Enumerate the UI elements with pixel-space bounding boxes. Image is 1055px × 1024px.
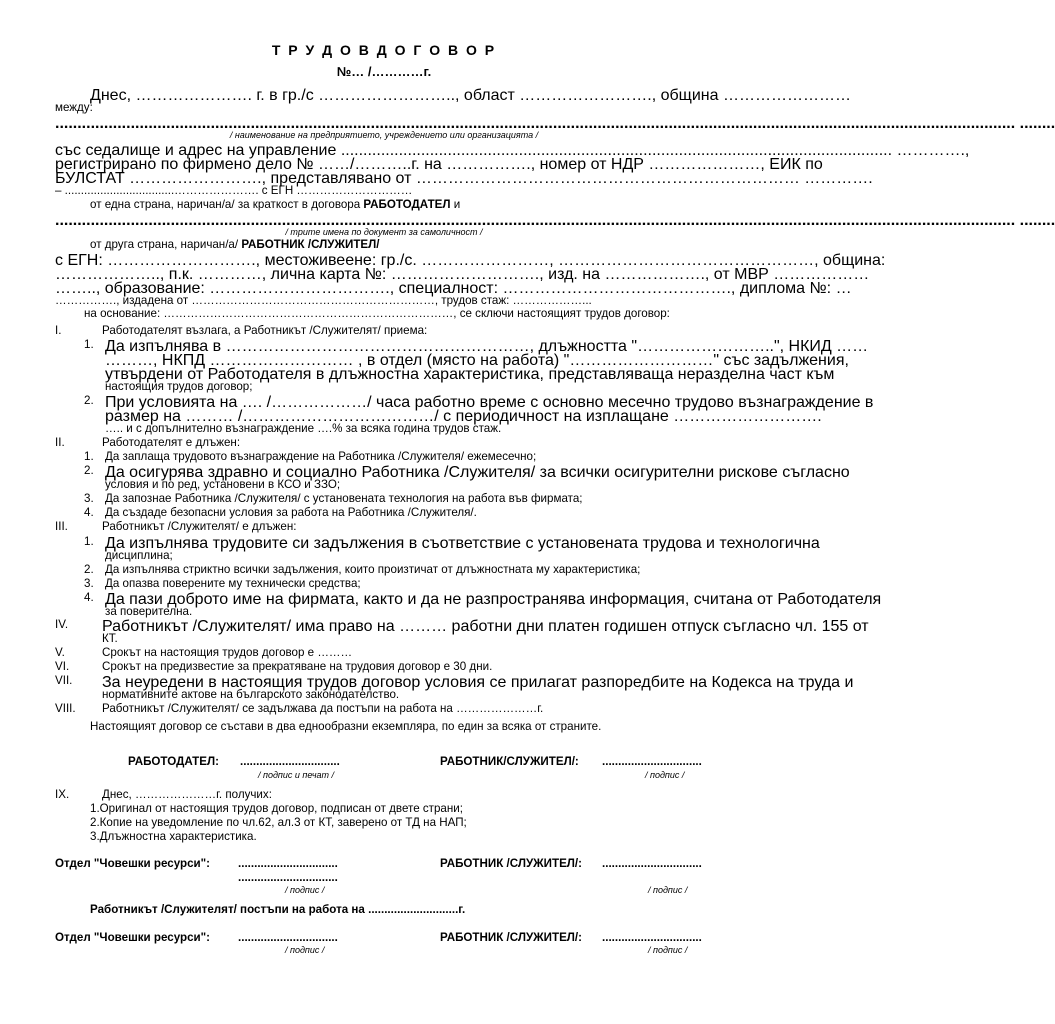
basis-line: на основание: …………………………………………………………………, се сключи настоящият трудов договор: (84, 307, 670, 320)
section-2-number: II. (55, 436, 65, 449)
employer-name-caption: / наименование на предприятието, учреждението или организацията / (229, 130, 539, 140)
worker-egn-line: с ЕГН: ………………………., местоживеене: гр./с. ……………………, …………………………………………, община: (55, 252, 886, 269)
section-9-received-line: Днес, …………………г. получих: (102, 788, 272, 801)
section-1-number: I. (55, 324, 62, 337)
section-8-text: Работникът /Служителят/ се задължава да постъпи на работа на …………………г. (102, 702, 544, 715)
section-2-item-3-number: 3. (84, 492, 94, 505)
section-1-item-2-line-b: размер на ……… /………………………………/ с периодичност на изплащане ………………………. (105, 408, 822, 425)
section-3-item-2: Да изпълнява стриктно всички задължения, които произтичат от длъжностната му характеристика; (105, 563, 641, 576)
section-1-item-1-number: 1. (84, 338, 94, 351)
section-1-item-1-line-c: утвърдени от Работодателя в длъжностна характеристика, представляваща неразделна част към (105, 366, 835, 383)
section-8-number: VIII. (55, 702, 76, 715)
section-5-text: Срокът на настоящия трудов договор е ……… (102, 646, 353, 659)
hr-signature-line-2: ............................... (238, 871, 338, 884)
section-1-item-1-line-d: настоящия трудов договор; (105, 380, 253, 393)
worker-role-line: от друга страна, наричан/а/ РАБОТНИК /СЛУЖИТЕЛ/ (90, 238, 380, 251)
section-1-heading: Работодателят възлага, а Работникът /Служителят/ приема: (102, 324, 428, 337)
section-3-item-4-line-a: Да пази доброто име на фирмата, както и да не разпространява информация, считана от Работодателя (105, 591, 882, 608)
worker-signature-line-2: ............................... (602, 857, 702, 870)
section-6-text: Срокът на предизвестие за прекратяване на трудовия договор е 30 дни. (102, 660, 493, 673)
hr-signature-label: Отдел "Човешки ресурси": (55, 857, 211, 870)
registration-line: регистрирано по фирмено дело № ……/………..г. на ……………., номер от НДР …………………, ЕИК по (55, 156, 823, 173)
worker-signature-caption-2: / подпис / (648, 885, 688, 895)
worker-education-line: …….., образование: ……………………………., специалност: ……………………………………., диплома №: … (55, 280, 852, 297)
hr-signature-label-3: Отдел "Човешки ресурси": (55, 931, 211, 944)
section-2-heading: Работодателят е длъжен: (102, 436, 241, 449)
worker-signature-label: РАБОТНИК/СЛУЖИТЕЛ/: (440, 755, 579, 768)
section-9-number: IX. (55, 788, 70, 801)
section-9-item-2: 2.Копие на уведомление по чл.62, ал.3 от КТ, заверено от ТД на НАП; (90, 816, 467, 829)
bulstat-line: БУЛСТАТ ……………………., представлявано от ……………………………………………………………… …………. (55, 170, 873, 187)
worker-signature-caption-3: / подпис / (648, 945, 688, 955)
worker-id-line: ……………….., п.к. …………, лична карта №: ………………………., изд. на ………………., от МВР ……………… (55, 266, 870, 283)
section-3-heading: Работникът /Служителят/ е длъжен: (102, 520, 297, 533)
worker-signature-line-3: ............................... (602, 931, 702, 944)
section-2-item-2-line-a: Да осигурява здравно и социално Работника /Служителя/ за всички осигурителни рискове съгласно (105, 464, 850, 481)
hr-signature-caption: / подпис / (285, 885, 325, 895)
section-1-item-2-line-a: При условията на …. /………………/ часа работно време с основно месечно трудово възнаграждение в (105, 394, 874, 411)
section-3-item-4-number: 4. (84, 591, 94, 604)
employer-signature-line: ............................... (240, 755, 340, 768)
employer-signature-caption: / подпис и печат / (258, 770, 335, 780)
section-1-item-1-line-a: Да изпълнява в …………………………………………………, длъжността "……………………..", НКИД …… (105, 338, 869, 355)
employer-role-line: от една страна, наричан/а/ за краткост в договора РАБОТОДАТЕЛ и (90, 198, 461, 211)
worker-signature-label-2: РАБОТНИК /СЛУЖИТЕЛ/: (440, 857, 583, 870)
section-2-item-1-number: 1. (84, 450, 94, 463)
section-7-line-b: нормативните актове на българското законодателство. (102, 688, 400, 701)
section-6-number: VI. (55, 660, 70, 673)
section-7-number: VII. (55, 674, 73, 687)
section-3-item-1-line-b: дисциплина; (105, 549, 173, 562)
section-2-item-3: Да запознае Работника /Служителя/ с установената технология на работа във фирмата; (105, 492, 583, 505)
section-3-item-3: Да опазва поверените му технически средства; (105, 577, 361, 590)
hr-signature-caption-3: / подпис / (285, 945, 325, 955)
between-label: между: (55, 101, 93, 114)
section-4-number: IV. (55, 618, 69, 631)
worker-signature-label-3: РАБОТНИК /СЛУЖИТЕЛ/: (440, 931, 583, 944)
section-3-item-3-number: 3. (84, 577, 94, 590)
worker-diploma-line: ……………., издадена от ………………………………………………………, трудов стаж: ………………... (55, 294, 592, 307)
section-2-item-2-number: 2. (84, 464, 94, 477)
section-1-item-2-line-c: ….. и с допълнително възнаграждение ….% за всяка година трудов стаж. (105, 422, 502, 435)
section-2-item-4-number: 4. (84, 506, 94, 519)
worker-name-field: ........................................................................................................................................................................................................................ ........ (55, 212, 1055, 229)
representative-egn-line: – ..................................…………………. с ЕГН ………………………… (55, 184, 413, 197)
section-1-item-2-number: 2. (84, 394, 94, 407)
section-9-item-1: 1.Оригинал от настоящия трудов договор, подписан от двете страни; (90, 802, 463, 815)
section-1-item-1-line-b: ………, НКПД ……………………… , в отдел (място на работа) "………………………" със задължения, (105, 352, 849, 369)
section-2-item-4: Да създаде безопасни условия за работа на Работника /Служителя/. (105, 506, 477, 519)
worker-name-caption: / трите имена по документ за самоличност / (285, 227, 483, 237)
date-place-line: Днес, …………………. г. в гр./с …………………….., област ……………………., община …………………… (90, 87, 851, 104)
section-9-item-3: 3.Длъжностна характеристика. (90, 830, 257, 843)
section-7-line-a: За неуредени в настоящия трудов договор условия се прилагат разпоредбите на Кодекса на труда и (102, 674, 854, 691)
section-3-item-1-number: 1. (84, 535, 94, 548)
section-3-item-2-number: 2. (84, 563, 94, 576)
section-4-line-b: КТ. (102, 632, 118, 645)
section-3-item-4-line-b: за поверителна. (105, 605, 193, 618)
section-3-number: III. (55, 520, 68, 533)
worker-signature-caption: / подпис / (645, 770, 685, 780)
employer-signature-label: РАБОТОДАТЕЛ: (128, 755, 219, 768)
section-2-item-1: Да заплаща трудовото възнаграждение на Работника /Служителя/ ежемесечно; (105, 450, 537, 463)
closing-statement: Настоящият договор се състави в два еднообразни екземпляра, по един за всяка от страните. (90, 720, 602, 733)
address-line: със седалище и адрес на управление ............................................................................................................................ …………., (55, 142, 970, 159)
employer-name-field: ........................................................................................................................................................................................................................ ........ (55, 115, 1055, 132)
section-4-line-a: Работникът /Служителят/ има право на ……… работни дни платен годишен отпуск съгласно чл. 155 от (102, 618, 869, 635)
start-date-line: Работникът /Служителят/ постъпи на работа на ............................г. (90, 903, 466, 916)
worker-signature-line: ............................... (602, 755, 702, 768)
section-2-item-2-line-b: условия и по ред, установени в КСО и ЗЗО; (105, 478, 341, 491)
document-number: №… /…………г. (336, 64, 432, 79)
section-3-item-1-line-a: Да изпълнява трудовите си задължения в съответствие с установената трудова и технологична (105, 535, 820, 552)
section-5-number: V. (55, 646, 65, 659)
document-title: Т Р У Д О В Д О Г О В О Р (271, 42, 497, 58)
hr-signature-line-3: ............................... (238, 931, 338, 944)
hr-signature-line: ............................... (238, 857, 338, 870)
